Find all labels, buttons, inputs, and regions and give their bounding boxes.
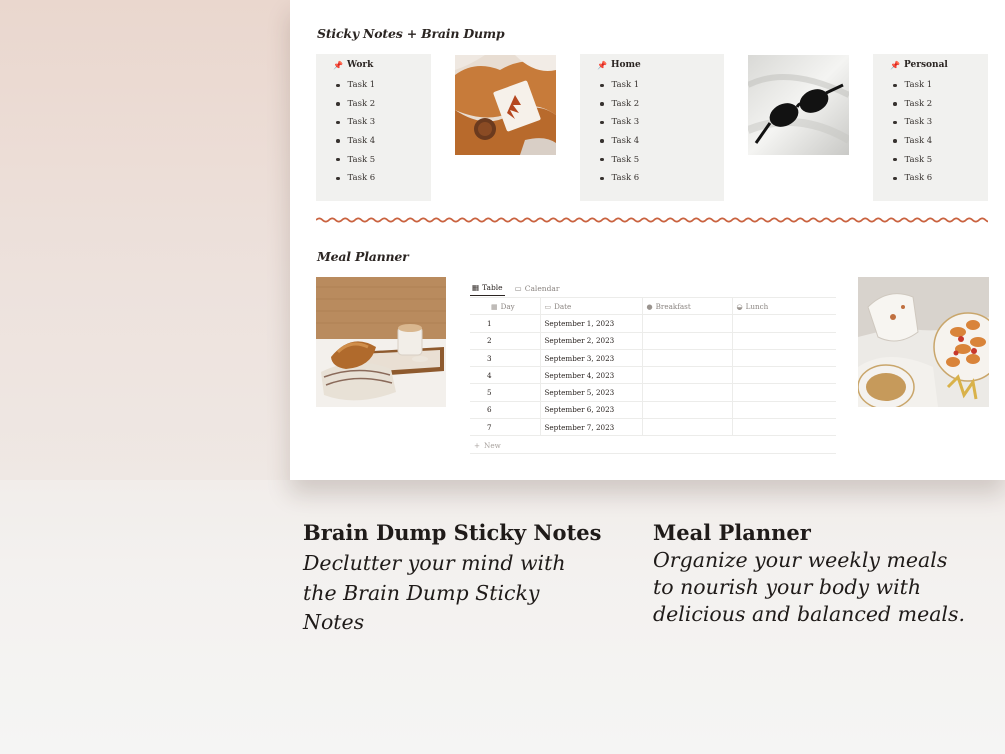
sticky-note-header [597,58,724,72]
bullet-icon [893,177,897,181]
tab-label: Calendar [524,283,560,293]
cell-day[interactable]: 1 [470,315,540,332]
cell-lunch[interactable] [732,384,836,401]
pushpin-icon: 📌 [890,60,900,70]
sticky-note-label: Work [346,60,374,70]
bullet-icon [893,121,897,125]
calendar-icon: ▭ [544,302,552,311]
task-label: Task 5 [904,154,933,165]
caption-body-meal-planner: Organize your weekly meals to nourish your body with delicious and balanced meals. [653,548,966,626]
bullet-icon [336,84,340,88]
cell-breakfast[interactable] [642,332,732,349]
task-list [316,76,431,188]
bullet-icon [336,121,340,125]
cell-breakfast[interactable] [642,349,732,366]
cell-breakfast[interactable] [642,367,732,384]
column-header-label: Day [500,301,515,311]
cell-lunch[interactable] [732,401,836,418]
caption-body-brain-dump: Declutter your mind with the Brain Dump Sticky Notes [303,551,566,634]
bullet-icon [600,84,604,88]
tab-table[interactable] [470,280,505,296]
task-list [873,76,988,188]
cell-breakfast[interactable] [642,419,732,436]
sticky-note-label: Home [610,60,641,70]
column-header-label: Lunch [745,301,769,311]
autumn-blanket-photo [455,55,556,155]
task-item[interactable] [316,169,431,188]
cell-lunch[interactable] [732,332,836,349]
cell-date[interactable]: September 1, 2023 [540,315,642,332]
croissant-breakfast-photo [316,277,446,407]
task-item[interactable] [316,132,431,151]
cell-breakfast[interactable] [642,315,732,332]
caption-title-meal-planner: Meal Planner [653,520,811,545]
cell-lunch[interactable] [732,367,836,384]
bullet-icon [600,139,604,143]
background-panel [0,0,290,480]
column-header-lunch[interactable] [732,298,836,315]
calendar-grid-icon: ▦ [491,302,498,311]
sticky-note-header [333,58,431,72]
bullet-icon [600,121,604,125]
task-label: Task 2 [611,98,640,109]
bullet-icon [893,102,897,106]
meal-table [470,297,836,436]
task-item[interactable] [316,76,431,95]
new-row-label: New [484,440,501,450]
sticky-note-personal[interactable] [873,54,988,201]
cell-day[interactable]: 3 [470,349,540,366]
bullet-icon [336,158,340,162]
task-label: Task 4 [611,136,640,147]
task-item[interactable] [580,76,724,95]
task-item[interactable] [873,132,988,151]
table-row[interactable] [470,349,836,366]
sunglasses-photo [748,55,849,155]
task-list [580,76,724,188]
cell-date[interactable]: September 3, 2023 [540,349,642,366]
cell-date[interactable]: September 6, 2023 [540,401,642,418]
caption-title-brain-dump: Brain Dump Sticky Notes [303,520,602,545]
calendar-icon: ▭ [514,283,522,293]
cell-breakfast[interactable] [642,384,732,401]
bullet-icon [893,158,897,162]
task-label: Task 3 [904,117,933,128]
column-header-label: Breakfast [655,301,691,311]
bullet-icon [893,139,897,143]
bullet-icon [600,177,604,181]
wavy-divider-line [316,218,988,221]
bullet-icon [600,158,604,162]
add-new-row-button[interactable] [470,437,836,454]
bowl-icon: ◒ [736,302,743,311]
pushpin-icon: 📌 [333,60,343,70]
task-label: Task 3 [347,117,376,128]
task-label: Task 6 [904,173,933,184]
table-row[interactable] [470,384,836,401]
task-item[interactable] [580,113,724,132]
task-item[interactable] [580,132,724,151]
table-row[interactable] [470,401,836,418]
plus-icon: + [474,440,481,450]
wavy-divider [316,213,988,227]
cell-day[interactable]: 7 [470,419,540,436]
table-row[interactable] [470,332,836,349]
cell-date[interactable]: September 2, 2023 [540,332,642,349]
task-item[interactable] [873,169,988,188]
bullet-icon [336,177,340,181]
cell-lunch[interactable] [732,349,836,366]
task-item[interactable] [580,150,724,169]
task-label: Task 1 [347,80,376,91]
table-header-row [470,298,836,315]
column-header-day[interactable] [470,298,540,315]
column-header-breakfast[interactable] [642,298,732,315]
tab-label: Table [482,283,503,292]
cell-breakfast[interactable] [642,401,732,418]
sticky-note-work[interactable] [316,54,431,201]
cell-date[interactable]: September 5, 2023 [540,384,642,401]
table-row[interactable] [470,419,836,436]
cell-day[interactable]: 2 [470,332,540,349]
sticky-note-home[interactable] [580,54,724,201]
cell-date[interactable]: September 4, 2023 [540,367,642,384]
task-label: Task 2 [904,98,933,109]
task-item[interactable] [580,95,724,114]
task-label: Task 2 [347,98,376,109]
view-tabs [470,280,561,297]
cell-lunch[interactable] [732,419,836,436]
column-header-date[interactable] [540,298,642,315]
pushpin-icon: 📌 [597,60,607,70]
task-label: Task 5 [347,154,376,165]
task-label: Task 1 [904,80,933,91]
cell-day[interactable]: 4 [470,367,540,384]
bullet-icon [893,84,897,88]
task-label: Task 5 [611,154,640,165]
meal-section-title: Meal Planner [317,249,409,264]
teapot-pancakes-photo [858,277,989,407]
bullet-icon [336,102,340,106]
table-row[interactable] [470,367,836,384]
bullet-icon [600,102,604,106]
cell-date[interactable]: September 7, 2023 [540,419,642,436]
task-item[interactable] [316,150,431,169]
task-label: Task 6 [611,173,640,184]
task-item[interactable] [316,95,431,114]
task-item[interactable] [873,113,988,132]
tab-calendar[interactable] [513,280,562,296]
task-label: Task 6 [347,173,376,184]
task-item[interactable] [316,113,431,132]
task-label: Task 4 [904,136,933,147]
apple-icon: ● [646,302,653,311]
bullet-icon [336,139,340,143]
task-item[interactable] [873,76,988,95]
sticky-note-header [890,58,988,72]
sticky-section-title: Sticky Notes + Brain Dump [317,26,505,41]
column-header-label: Date [554,301,572,311]
task-item[interactable] [873,95,988,114]
cell-lunch[interactable] [732,315,836,332]
cell-day[interactable]: 5 [470,384,540,401]
task-label: Task 1 [611,80,640,91]
sticky-note-label: Personal [903,60,948,70]
table-icon: ▦ [472,283,480,292]
task-item[interactable] [580,169,724,188]
task-item[interactable] [873,150,988,169]
table-row[interactable] [470,315,836,332]
cell-day[interactable]: 6 [470,401,540,418]
task-label: Task 4 [347,136,376,147]
task-label: Task 3 [611,117,640,128]
